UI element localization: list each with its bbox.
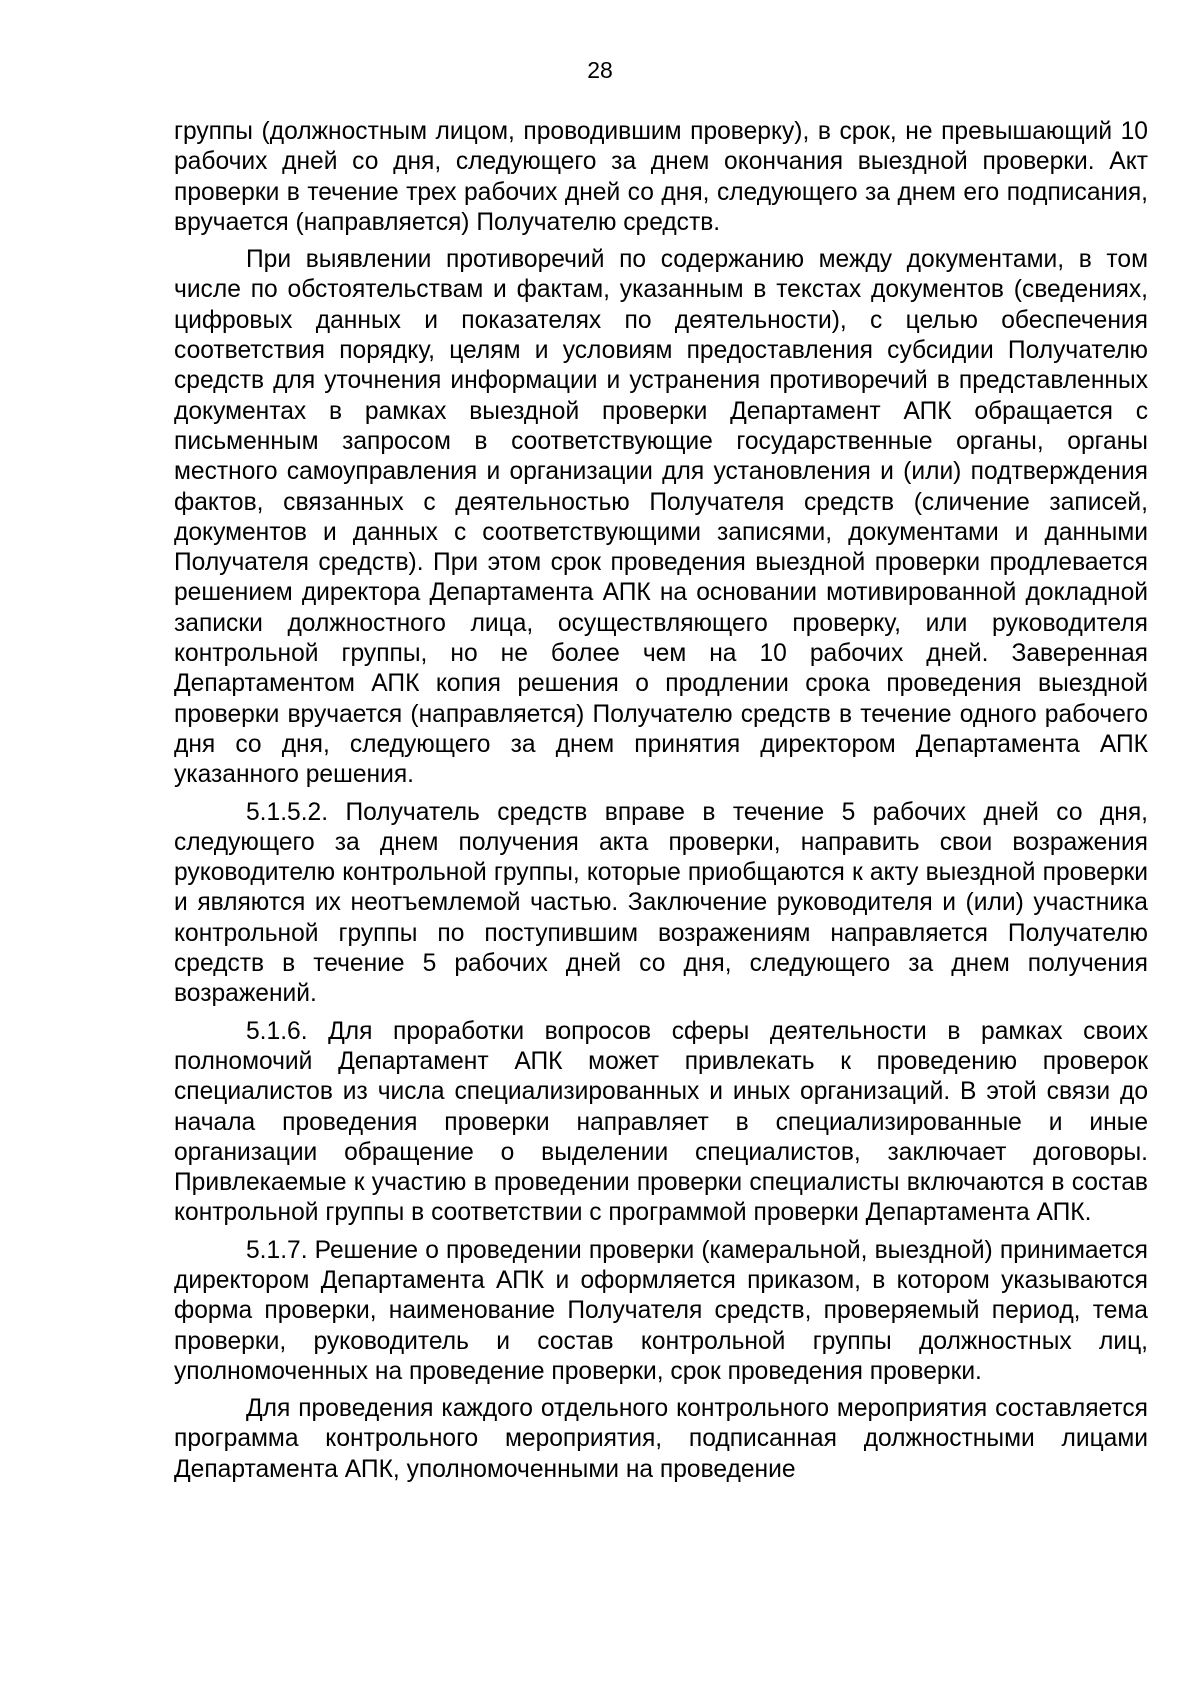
paragraph-program: Для проведения каждого отдельного контрольного мероприятия составляется программа контрольного мероприятия, подписанная должностными лицами Департамента АПК, уполномоченными на проведение xyxy=(174,1395,1148,1483)
paragraph-5-1-5-2: 5.1.5.2. Получатель средств вправе в течение 5 рабочих дней со дня, следующего за днем получения акта проверки, направить свои возражения руководителю контрольной группы, которые приобщаются к акту выездной проверки и являются их неотъемлемой частью. Заключение руководителя и (или) участника контрольной группы по поступившим возражениям направляется Получателю средств в течение 5 рабочих дней со дня, следующего за днем получения возражений. xyxy=(174,798,1148,1008)
paragraph-contradictions: При выявлении противоречий по содержанию между документами, в том числе по обстоятельствам и фактам, указанным в текстах документов (сведениях, цифровых данных и показателях по деятельности), с целью обеспечения соответствия порядку, целям и условиям предоставления субсидии Получателю средств для уточнения информации и устранения противоречий в представленных документах в рамках выездной проверки Департамент АПК обращается с письменным запросом в соответствующие государственные органы, органы местного самоуправления и организации для установления и (или) подтверждения фактов, связанных с деятельностью Получателя средств (сличение записей, документов и данных с соответствующими записями, документами и данными Получателя средств). При этом срок проведения выездной проверки продлевается решением директора Департамента АПК на основании мотивированной докладной записки должностного лица, осуществляющего проверку, или руководителя контрольной группы, но не более чем на 10 рабочих дней. Заверенная Департаментом АПК копия решения о продлении срока проведения выездной проверки вручается (направляется) Получателю средств в течение одного рабочего дня со дня, следующего за днем принятия директором Департамента АПК указанного решения. xyxy=(174,246,1148,789)
document-body xyxy=(174,117,1148,1492)
paragraph-5-1-6: 5.1.6. Для проработки вопросов сферы деятельности в рамках своих полномочий Департамент АПК может привлекать к проведению проверок специалистов из числа специализированных и иных организаций. В этой связи до начала проведения проверки направляет в специализированные и иные организации обращение о выделении специалистов, заключает договоры. Привлекаемые к участию в проведении проверки специалисты включаются в состав контрольной группы в соответствии с программой проверки Департамента АПК. xyxy=(174,1017,1148,1227)
page-number: 28 xyxy=(587,57,613,83)
paragraph-5-1-7: 5.1.7. Решение о проведении проверки (камеральной, выездной) принимается директором Департамента АПК и оформляется приказом, в котором указываются форма проверки, наименование Получателя средств, проверяемый период, тема проверки, руководитель и состав контрольной группы должностных лиц, уполномоченных на проведение проверки, срок проведения проверки. xyxy=(174,1236,1148,1385)
paragraph-act-delivery: группы (должностным лицом, проводившим проверку), в срок, не превышающий 10 рабочих дней со дня, следующего за днем окончания выездной проверки. Акт проверки в течение трех рабочих дней со дня, следующего за днем его подписания, вручается (направляется) Получателю средств. xyxy=(174,118,1148,236)
